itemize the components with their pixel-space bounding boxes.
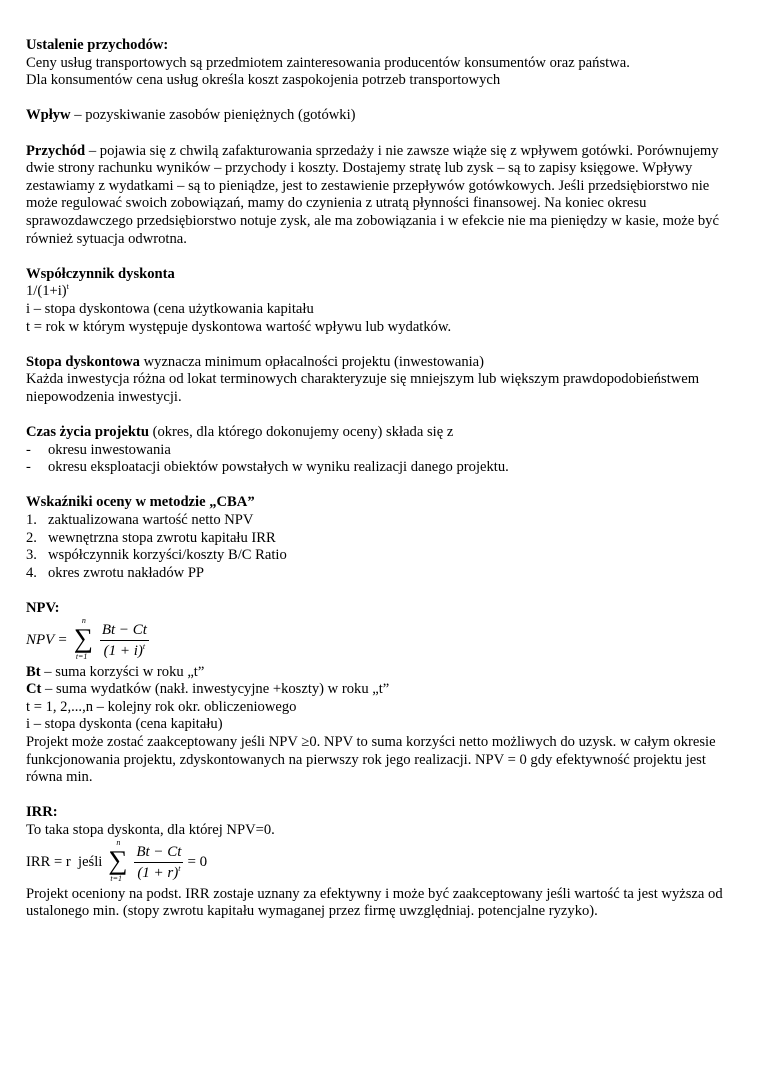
irr-fraction: $\frac{Bt - Ct}{(1 + r)^t}$ xyxy=(136,844,182,882)
revenue-line-1: Ceny usług transportowych są przedmiotem zainteresowania producentów konsumentów oraz państwa. xyxy=(26,54,630,71)
discount-rate-line-2: Każda inwestycja różna od lokat terminowych charakteryzuje się mniejszym lub większym prawdopodobieństwem niepowodzenia inwestycji. xyxy=(26,371,700,405)
term-project-life: Czas życia projektu xyxy=(26,424,149,441)
list-item: 2. wewnętrzna stopa zwrotu kapitału IRR xyxy=(26,529,276,546)
npv-ct-definition: Ct – suma wydatków (nakł. inwestycyjne +koszty) w roku „t” xyxy=(26,681,390,698)
term-income: Przychód xyxy=(26,142,86,159)
sum-symbol: n ∑ t=1 xyxy=(73,615,94,661)
document-page xyxy=(26,37,736,921)
irr-line-1: To taka stopa dyskonta, dla której NPV=0. xyxy=(26,821,275,838)
discount-rate-definition: Stopa dyskontowa wyznacza minimum opłacalności projektu (inwestowania) xyxy=(26,353,485,370)
npv-t-definition: t = 1, 2,...,n – kolejny rok okr. obliczeniowego xyxy=(26,698,297,715)
discount-factor-formula: $1/(1+i)^t$ xyxy=(26,282,69,300)
discount-factor-i: i – stopa dyskontowa (cena użytkowania kapitału xyxy=(26,300,314,317)
list-item: 1. zaktualizowana wartość netto NPV xyxy=(26,512,254,529)
term-discount-rate: Stopa dyskontowa xyxy=(26,353,140,370)
irr-formula xyxy=(26,837,736,886)
npv-paragraph: Projekt może zostać zaakceptowany jeśli NPV ≥0. NPV to suma korzyści netto możliwych do uzysk. w całym okresie funkcjonowania projektu, zdyskontowanych na pierwszy rok jego realizacji. NPV = 0 gdy efektywność projektu jest równa min. xyxy=(26,733,716,786)
npv-bt-definition: Bt – suma korzyści w roku „t” xyxy=(26,663,205,680)
npv-i-definition: i – stopa dyskonta (cena kapitału) xyxy=(26,716,223,733)
section-title-cba: Wskaźniki oceny w metodzie „CBA” xyxy=(26,494,255,511)
irr-formula-lhs: IRR = r jeśli xyxy=(26,853,103,870)
list-item: 4. okres zwrotu nakładów PP xyxy=(26,564,205,581)
list-item: 3. współczynnik korzyści/koszty B/C Ratio xyxy=(26,547,287,564)
section-title-discount-factor: Współczynnik dyskonta xyxy=(26,265,175,282)
project-life-definition: Czas życia projektu (okres, dla którego dokonujemy oceny) składa się z xyxy=(26,424,454,441)
list-item: - okresu eksploatacji obiektów powstałych w wyniku realizacji danego projektu. xyxy=(26,459,509,476)
section-title-npv: NPV: xyxy=(26,600,60,616)
income-definition: Przychód – pojawia się z chwilą zafakturowania sprzedaży i nie zawsze wiąże się z wpływem gotówki. Porównujemy dwie strony rachunku wyników – przychody i koszty. Dostajemy stratę lub zysk – są to zapisy księgowe. Wpływy zestawiamy z wydatkami – są to pieniądze, jest to zestawienie przepływów gotówkowych. Jeśli przedsiębiorstwo nie może regulować swoich zobowiązań, mamy do czynienia z utratą płynności finansowej. Na koniec okresu sprawozdawczego przedsiębiorstwo notuje zysk, ale ma zobowiązania i w efekcie nie ma pieniędzy w kasie, może być również sytuacja odwrotna. xyxy=(26,142,719,247)
section-title-revenue: Ustalenie przychodów: xyxy=(26,37,169,53)
irr-formula-rhs: = 0 xyxy=(187,853,208,870)
discount-factor-t: t = rok w którym występuje dyskontowa wartość wpływu lub wydatków. xyxy=(26,318,452,335)
npv-formula-lhs: NPV xyxy=(26,631,55,648)
revenue-line-2: Dla konsumentów cena usług określa koszt zaspokojenia potrzeb transportowych xyxy=(26,72,501,89)
term-inflow: Wpływ xyxy=(26,107,71,124)
irr-paragraph: Projekt oceniony na podst. IRR zostaje uznany za efektywny i może być zaakceptowany jeśli wartość ta jest wyższa od ustalonego min. (stopy zwrotu kapitału wymaganej przez firmę uwzględniaj. potencjalne ryzyko). xyxy=(26,885,723,920)
section-title-irr: IRR: xyxy=(26,804,58,821)
sum-symbol: n ∑ t=1 xyxy=(108,837,128,883)
npv-formula xyxy=(26,615,736,664)
npv-fraction: $\frac{Bt - Ct}{(1 + i)^t}$ xyxy=(101,622,147,660)
npv-formula-equals: = xyxy=(58,631,67,648)
inflow-definition: Wpływ – pozyskiwanie zasobów pieniężnych (gotówki) xyxy=(26,107,356,124)
list-item: - okresu inwestowania xyxy=(26,441,171,458)
